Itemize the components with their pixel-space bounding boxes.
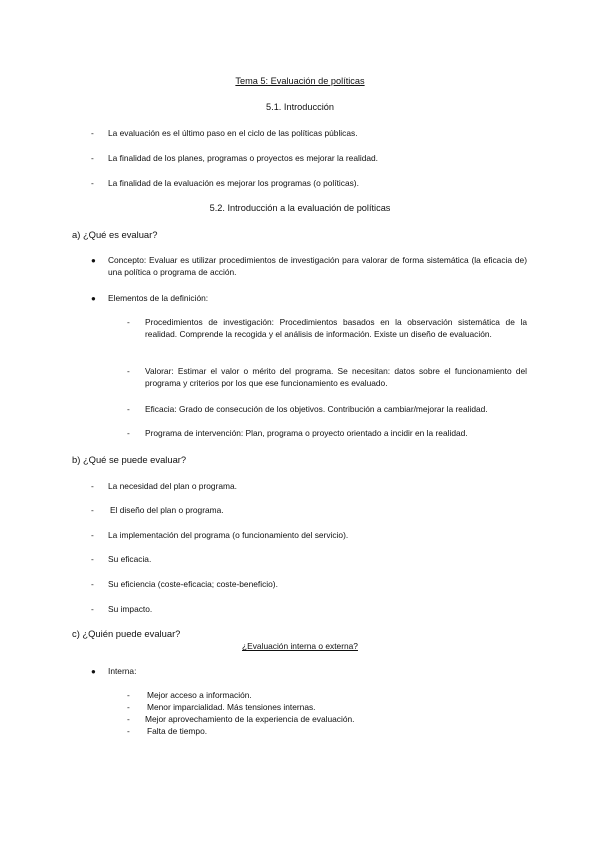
list-item: Falta de tiempo. <box>147 726 208 736</box>
question-c-subheading: ¿Evaluación interna o externa? <box>242 641 358 651</box>
dash-bullet-icon: - <box>91 505 94 515</box>
list-item: Procedimientos de investigación: Procedimientos basados en la observación sistemática de la realidad. Comprende la recogida y el análisis de información. Existe un diseño de evaluación. <box>145 317 527 339</box>
dash-bullet-icon: - <box>91 153 94 163</box>
section-5-1-heading: 5.1. Introducción <box>266 102 334 112</box>
list-item: Mejor aprovechamiento de la experiencia de evaluación. <box>145 714 355 724</box>
dash-bullet-icon: - <box>127 428 130 438</box>
dash-bullet-icon: - <box>127 702 130 712</box>
dash-bullet-icon: - <box>127 690 130 700</box>
dash-bullet-icon: - <box>91 604 94 614</box>
list-item: La finalidad de los planes, programas o proyectos es mejorar la realidad. <box>108 153 379 163</box>
concepto-text: Concepto: Evaluar es utilizar procedimientos de investigación para valorar de forma sistemática (la eficacia de) una política o programa de acción. <box>108 255 527 277</box>
question-c-heading: c) ¿Quién puede evaluar? <box>72 628 181 639</box>
list-item: El diseño del plan o programa. <box>110 505 224 515</box>
interna-label: Interna: <box>108 666 137 676</box>
dash-bullet-icon: - <box>91 554 94 564</box>
list-item: Programa de intervención: Plan, programa o proyecto orientado a incidir en la realidad. <box>145 428 468 438</box>
bullet-dot-icon: ● <box>91 667 96 676</box>
dash-bullet-icon: - <box>127 714 130 724</box>
list-item: Menor imparcialidad. Más tensiones internas. <box>147 702 316 712</box>
dash-bullet-icon: - <box>127 366 130 376</box>
list-item: Mejor acceso a información. <box>147 690 252 700</box>
bullet-dot-icon: ● <box>91 256 96 265</box>
list-item: Valorar: Estimar el valor o mérito del programa. Se necesitan: datos sobre el funcionamiento del programa y criterios por los que ese funcionamiento es evaluado. <box>145 366 527 388</box>
list-item: La finalidad de la evaluación es mejorar los programas (o políticas). <box>108 178 359 188</box>
dash-bullet-icon: - <box>127 317 130 327</box>
question-b-heading: b) ¿Qué se puede evaluar? <box>72 454 187 465</box>
dash-bullet-icon: - <box>91 579 94 589</box>
section-5-2-heading: 5.2. Introducción a la evaluación de políticas <box>209 203 391 213</box>
list-item: Su impacto. <box>108 604 153 614</box>
dash-bullet-icon: - <box>127 726 130 736</box>
page-title: Tema 5: Evaluación de políticas <box>235 76 365 86</box>
dash-bullet-icon: - <box>91 530 94 540</box>
dash-bullet-icon: - <box>91 128 94 138</box>
elementos-label: Elementos de la definición: <box>108 293 209 303</box>
list-item: Eficacia: Grado de consecución de los objetivos. Contribución a cambiar/mejorar la realidad. <box>145 404 488 414</box>
list-item: Su eficacia. <box>108 554 152 564</box>
list-item: Su eficiencia (coste-eficacia; coste-beneficio). <box>108 579 278 589</box>
dash-bullet-icon: - <box>91 481 94 491</box>
dash-bullet-icon: - <box>127 404 130 414</box>
list-item: La implementación del programa (o funcionamiento del servicio). <box>108 530 349 540</box>
list-item: La necesidad del plan o programa. <box>108 481 237 491</box>
list-item: La evaluación es el último paso en el ciclo de las políticas públicas. <box>108 128 358 138</box>
bullet-dot-icon: ● <box>91 294 96 303</box>
question-a-heading: a) ¿Qué es evaluar? <box>72 229 158 240</box>
dash-bullet-icon: - <box>91 178 94 188</box>
